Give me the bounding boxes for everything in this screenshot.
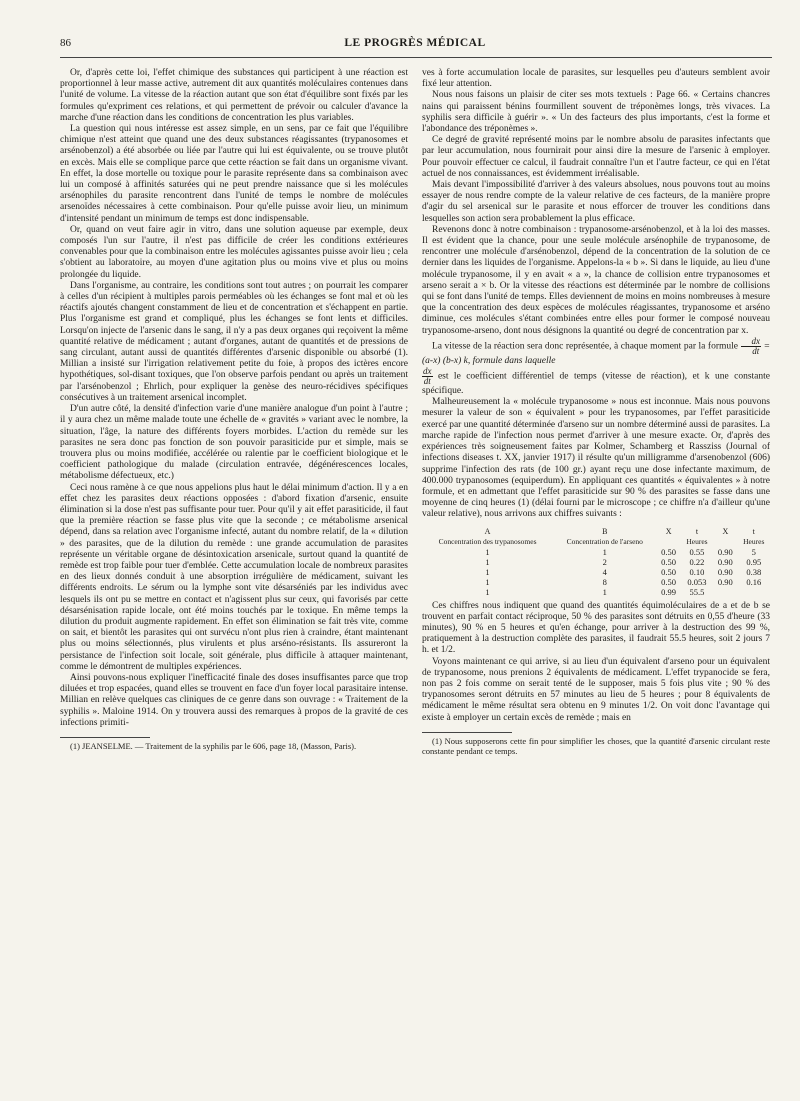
paragraph: Malheureusement la « molécule trypanosome » nous est inconnue. Mais nous pouvons mesurer la valeur de son « équivalent » pour les trypanosomes, par l'effet parasiticide exercé par une quantité déterminée d'arseno sur un nombre déterminé aussi de parasites. La marche rapide de l'infection nous permet d'arriver à une mesure exacte. Or, d'après des expériences très soigneusement faites par Kolmer, Schamberg et Rassziss (Journal of infections diseases t. XX, janvier 1917) il résulte qu'un milligramme d'arsenobenzol (606) supprime l'infection des rats (de 100 gr.) ayant reçu une dose infectante maximum, de 400.000 trypanosomes (equiperdum). En appliquant ces quantités « équivalentes » à notre formule, et en admettant que l'effet parasiticide sur 90 % des parasites se fasse dans une moyenne de cinq heures (1) (délai fourni par le microscope ; ce chiffre n'a d'ailleur qu'une valeur relative), nous arrivons aux chiffres suivants : [422,397,770,520]
table-letter: t [752,526,755,536]
table-row [422,577,770,587]
footnote: (1) JEANSELME. — Traitement de la syphilis par le 606, page 18, (Masson, Paris). [70,740,357,751]
table-cell: 8 [602,576,607,587]
table-header: Heures [686,536,708,546]
results-table [422,527,770,597]
table-cell: 1 [485,576,490,587]
table-cell: 0.50 [661,556,677,567]
table-cell: 5 [751,546,756,557]
paragraph: Ceci nous ramène à ce que nous appelions plus haut le délai minimum d'action. Il y a en effet chez les parasites deux réactions opposées : d'abord fixation d'arsenic, ensuite élimination si la dose n'est pas suffisante pour tuer. Pour qu'il y ait effet parasiticide, il faut que la première réaction se fasse plus vite que la seconde ; ce métabolisme arsenical dépend, dans sa relation avec l'organisme infecté, autant du nombre relatif, de la « dilution » des parasites, que de la dilution du remède : une grande accumulation de parasites représente un véritable organe de désintoxication arsenicale, surtout quand la quantité de remède est trop faible pour tuer d'emblée. Cette accumulation locale de nombreux parasites en des lieux donnés conduit à une absorption irrégulière de médicament, suivant les différents endroits. Le sérum ou la lymphe sont vite désarséniés par les individus avec lesquels ils ont pu se mettre en contact et n'agissent plus sur ceux, qui favorisés par cette désarsénisation rapide locale, ont été moins touchés par le toxique. En même temps la dilution du produit augmente rapidement. En effet son élimination se fait très vite, comme on sait, et bientôt les parasites qui ont survécu n'ont plus rien à craindre, étant maintenant plus ou moins sélectionnés, plus virulents et plus arséno-résistants. Ils assureront la persistance de l'infection soit locale, soit générale, plus difficile à attaquer maintenant, comme le démontrent de multiples expériences. [60,482,408,672]
table-cell: 0.55 [689,546,705,557]
table-cell: 0.10 [689,566,705,577]
table-cell: 0.95 [746,556,762,567]
table-cell: 0.99 [661,586,677,597]
table-letter: X [665,526,672,536]
table-header: Concentration des trypanosomes [438,536,537,546]
formula-intro: La vitesse de la réaction sera donc représentée, à chaque moment par la formule [432,341,738,352]
paragraph: Nous nous faisons un plaisir de citer ses mots textuels : Page 66. « Certains chancres nains qui paraissent bénins fourmillent souvent de tréponèmes longs, très vivaces. La syphilis sera difficile à guérir ». « Un des facteurs des plus importants, c'est la forme et l'abondance des tréponèmes ». [422,90,770,135]
table-cell: 0.90 [717,556,733,567]
paragraph: Or, quand on veut faire agir in vitro, dans une solution aqueuse par exemple, deux composés l'un sur l'autre, il n'est pas difficile de créer les conditions extérieures convenables pour que la combinaison entre les molécules agissantes puisse avoir lieu ; cela s'obtient au laboratoire, au moyen d'une agitation plus ou moins vive et plus ou moins prolongée du liquide. [60,224,408,280]
page-header [60,38,770,56]
paragraph: Ces chiffres nous indiquent que quand des quantités équimoléculaires de a et de b se trouvent en parfait contact réciproque, 50 % des parasites sont détruits en 0,55 d'heure (33 minutes), 90 % en 5 heures et qu'en échange, pour arriver à la destruction des 99 %, pratiquement à la destruction complète des parasites, il faudrait 55.5 heures, soit 2 jours 7 h. et 1/2. [422,600,770,656]
footnote-rule [60,737,150,738]
table-cell: 2 [602,556,607,567]
paragraph: Ce degré de gravité représenté moins par le nombre absolu de parasites infectants que par leur accumulation, nous fournirait pour ainsi dire la mesure de l'arsenic à employer. Pour pouvoir effectuer ce calcul, il faudrait connaître l'un et l'autre facteur, ce qui en l'état actuel de nos connaissances, est évidemment irréalisable. [422,135,770,179]
table-cell: 1 [602,546,607,557]
table-cell: 0.50 [661,576,677,587]
table-row [422,547,770,557]
paragraph: ves à forte accumulation locale de parasites, sur lesquelles peu d'auteurs semblent avoir fixé leur attention. [422,68,770,90]
table-cell: 1 [485,556,490,567]
table-row [422,567,770,577]
table-letter: B [602,526,608,536]
coefficient-text: est le coefficient différentiel de temps (vitesse de réaction), et k une constante spécifique. [422,371,770,397]
table-cell: 0.22 [689,556,705,567]
right-column [422,68,770,1088]
table-cell: 1 [485,546,490,557]
paragraph: Revenons donc à notre combinaison : trypanosome-arsénobenzol, et à la loi des masses. Il est évident que la chance, pour une seule molécule arsénophile de trypanosome, de rencontrer une molécule d'arsénobenzol, dépend de la concentration de la solution de ce dernier dans les liquides de l'organisme. Appelons-la « b ». Si dans le liquide, au lieu d'une molécule trypanosome, il y en avait « a », la chance de collision entre trypanosomes et arseno serait a × b. Or la vitesse des réactions est déterminée par le nombre de collisions qui se font dans l'unité de temps. Elles deviennent de moins en moins nombreuses à mesure que la concentration des deux espèces de molécules réagissantes, trypanosome et arséno diminue, ces molécules s'étant combinées entre elles pour former le composé nouveau trypanosome-arseno, dont nous désignons la quantité ou degré de concentration par x. [422,224,770,336]
table-cell: 0.90 [717,546,733,557]
footnote: (1) Nous supposerons cette fin pour simplifier les choses, que la quantité d'arsenic circulant reste constante pendant ce temps. [422,735,770,756]
table-header: Concentration de l'arseno [566,536,643,546]
table-cell: 0.90 [717,566,733,577]
table-letter: A [484,526,491,536]
table-letter: t [695,526,699,536]
page-number: 86 [60,37,71,49]
table-cell: 0.50 [661,546,677,557]
paragraph: Or, d'après cette loi, l'effet chimique des substances qui participent à une réaction est proportionnel à leur masse active, autrement dit aux quantités moléculaires contenues dans l'unité de volume. La vitesse de la réaction autant que son état d'équilibre sont fixés par les formules qu'expriment ces relations, et qui permettent de prévoir ou calculer d'avance la marche d'une réaction dans les conditions de concentration les plus variables. [60,68,408,123]
paragraph: Mais devant l'impossibilité d'arriver à des valeurs absolues, nous pouvons tout au moins essayer de nous rendre compte de la valeur relative de ces facteurs, de la manière propre d'agir du sel arsenical sur le parasite et nous efforcer de trouver les conditions dans lesquelles son action sera probablement la plus efficace. [422,180,770,224]
table-cell: 0.16 [746,576,762,587]
table-header: Heures [743,536,765,546]
table-row [422,587,770,597]
table-header [713,537,737,547]
fraction-numerator: dx [423,366,432,377]
table-cell: 0.50 [661,566,677,577]
paragraph: D'un autre côté, la densité d'infection varie d'une manière analogue d'un point à l'autre ; il y aura chez un même malade toute une échelle de « gravités » variant avec le nombre, la situation, l'âge, la nature des différents foyers morbides. L'action du remède sur les parasites ne sera donc pas fonction de son pouvoir parasiticide pur et simple, mais se trouvera plus ou moins modifiée, accélérée ou ralentie par le coefficient biologique et le coefficient pathologique du malade (circulation entravée, dégénérescences locales, métabolisme défectueux, etc.) [60,404,408,482]
paragraph: La question qui nous intéresse est assez simple, en un sens, par ce fait que l'équilibre chimique n'est atteint que quand une des deux substances réagissantes (trypanosomes et arsénobenzol) a été absorbée ou liée par l'autre qui lui est équivalente, ou se trouve plutôt en excès. Mais elle se complique parce que cette réaction se fait dans un organisme vivant. En effet, la dose mortelle ou toxique pour le parasite représente dans sa combinaison avec lui un composé à affinités saturées qui ne peut prendre naissance que si les molécules arsénophiles du parasite rencontrent dans l'unité de temps le nombre de molécules arsenoïdes nécessaires à cette combinaison. Pour qu'elle puisse avoir lieu, un minimum d'intensité pendant un minimum de temps est donc indispensable. [60,124,408,224]
table-cell [713,587,737,597]
table-cell: 1 [602,586,607,597]
coefficient-paragraph [422,367,770,397]
table-letter-row [422,527,770,537]
table-cell: 0.38 [746,566,762,577]
paragraph: Dans l'organisme, au contraire, les conditions sont tout autres ; on pourrait les comparer à celles d'un récipient à multiples parois perméables où les échanges se font mal et où les réactifs ajoutés changent constamment de lieu et de concentration et s'échappent en partie. Plus l'organisme est grand et compliqué, plus les échanges se font lents et difficiles. Lorsqu'on injecte de l'arsenic dans le sang, il n'y a pas deux organes qui reçoivent la même quantité relative de médicament ; autant d'organes, autant de quantités et de pressions de sang circulant, autant aussi de quantités différentes d'arsenic disponible ou absorbé (1). Millian a insisté sur l'irrigation relativement petite du foie, à propos des ictères encore hypothétiques, sol-disant toxiques, que l'on observe parfois pendant ou après un traitement par l'arsénobenzol ; Ehrlich, pour expliquer la genèse des neuro-récidives spécifiques consécutives à un traitement arsenical incomplet. [60,280,408,403]
paragraph: Voyons maintenant ce qui arrive, si au lieu d'un équivalent d'arseno pour un équivalent de trypanosome, nous prenions 2 équivalents de médicament. L'effet trypanocide se fera, non pas 2 fois comme on serait tenté de le supposer, mais 5 fois plus vite ; 90 % des trypanosomes seront détruits en 57 minutes au lieu de 5 heures ; pour 8 équivalents de médicament le même résultat sera obtenu en 9 minutes 1/2. On voit donc l'avantage qui existe à employer un certain excès de remède ; mais en [422,656,770,723]
header-rule [60,57,772,58]
table-cell: 0.053 [687,576,707,587]
left-column [60,68,408,1088]
coefficient-fraction [422,367,433,386]
formula-paragraph [422,337,770,367]
paragraph: Ainsi pouvons-nous expliquer l'inefficacité finale des doses insuffisantes parce que trop diluées et trop espacées, quand elles se trouvent en face d'un foyer local parasitaire intense. Millian en relève quelques cas cliniques de ce genre dans son ouvrage : « Traitement de la syphilis ». Maloine 1914. On y trouvera aussi des remarques à propos de la gravité de ces infections primiti- [60,672,408,728]
table-cell: 4 [602,566,607,577]
table-cell: 1 [485,566,490,577]
table-header [656,537,680,547]
table-letter: X [722,526,729,536]
fraction-denominator: dt [752,345,760,356]
footnote-rule [422,732,512,733]
fraction-numerator: dx [741,337,762,347]
formula-rhs: = (a-x) (b-x) k, formule dans laquelle [422,341,770,366]
table-row [422,557,770,567]
derivative-fraction [741,337,762,356]
table-cell [738,587,771,597]
table-cell: 0.90 [717,576,733,587]
table-cell: 55.5 [689,586,705,597]
table-cell: 1 [485,586,490,597]
table-header-row [422,537,770,547]
journal-title: LE PROGRÈS MÉDICAL [344,37,486,49]
fraction-denominator: dt [423,376,431,387]
